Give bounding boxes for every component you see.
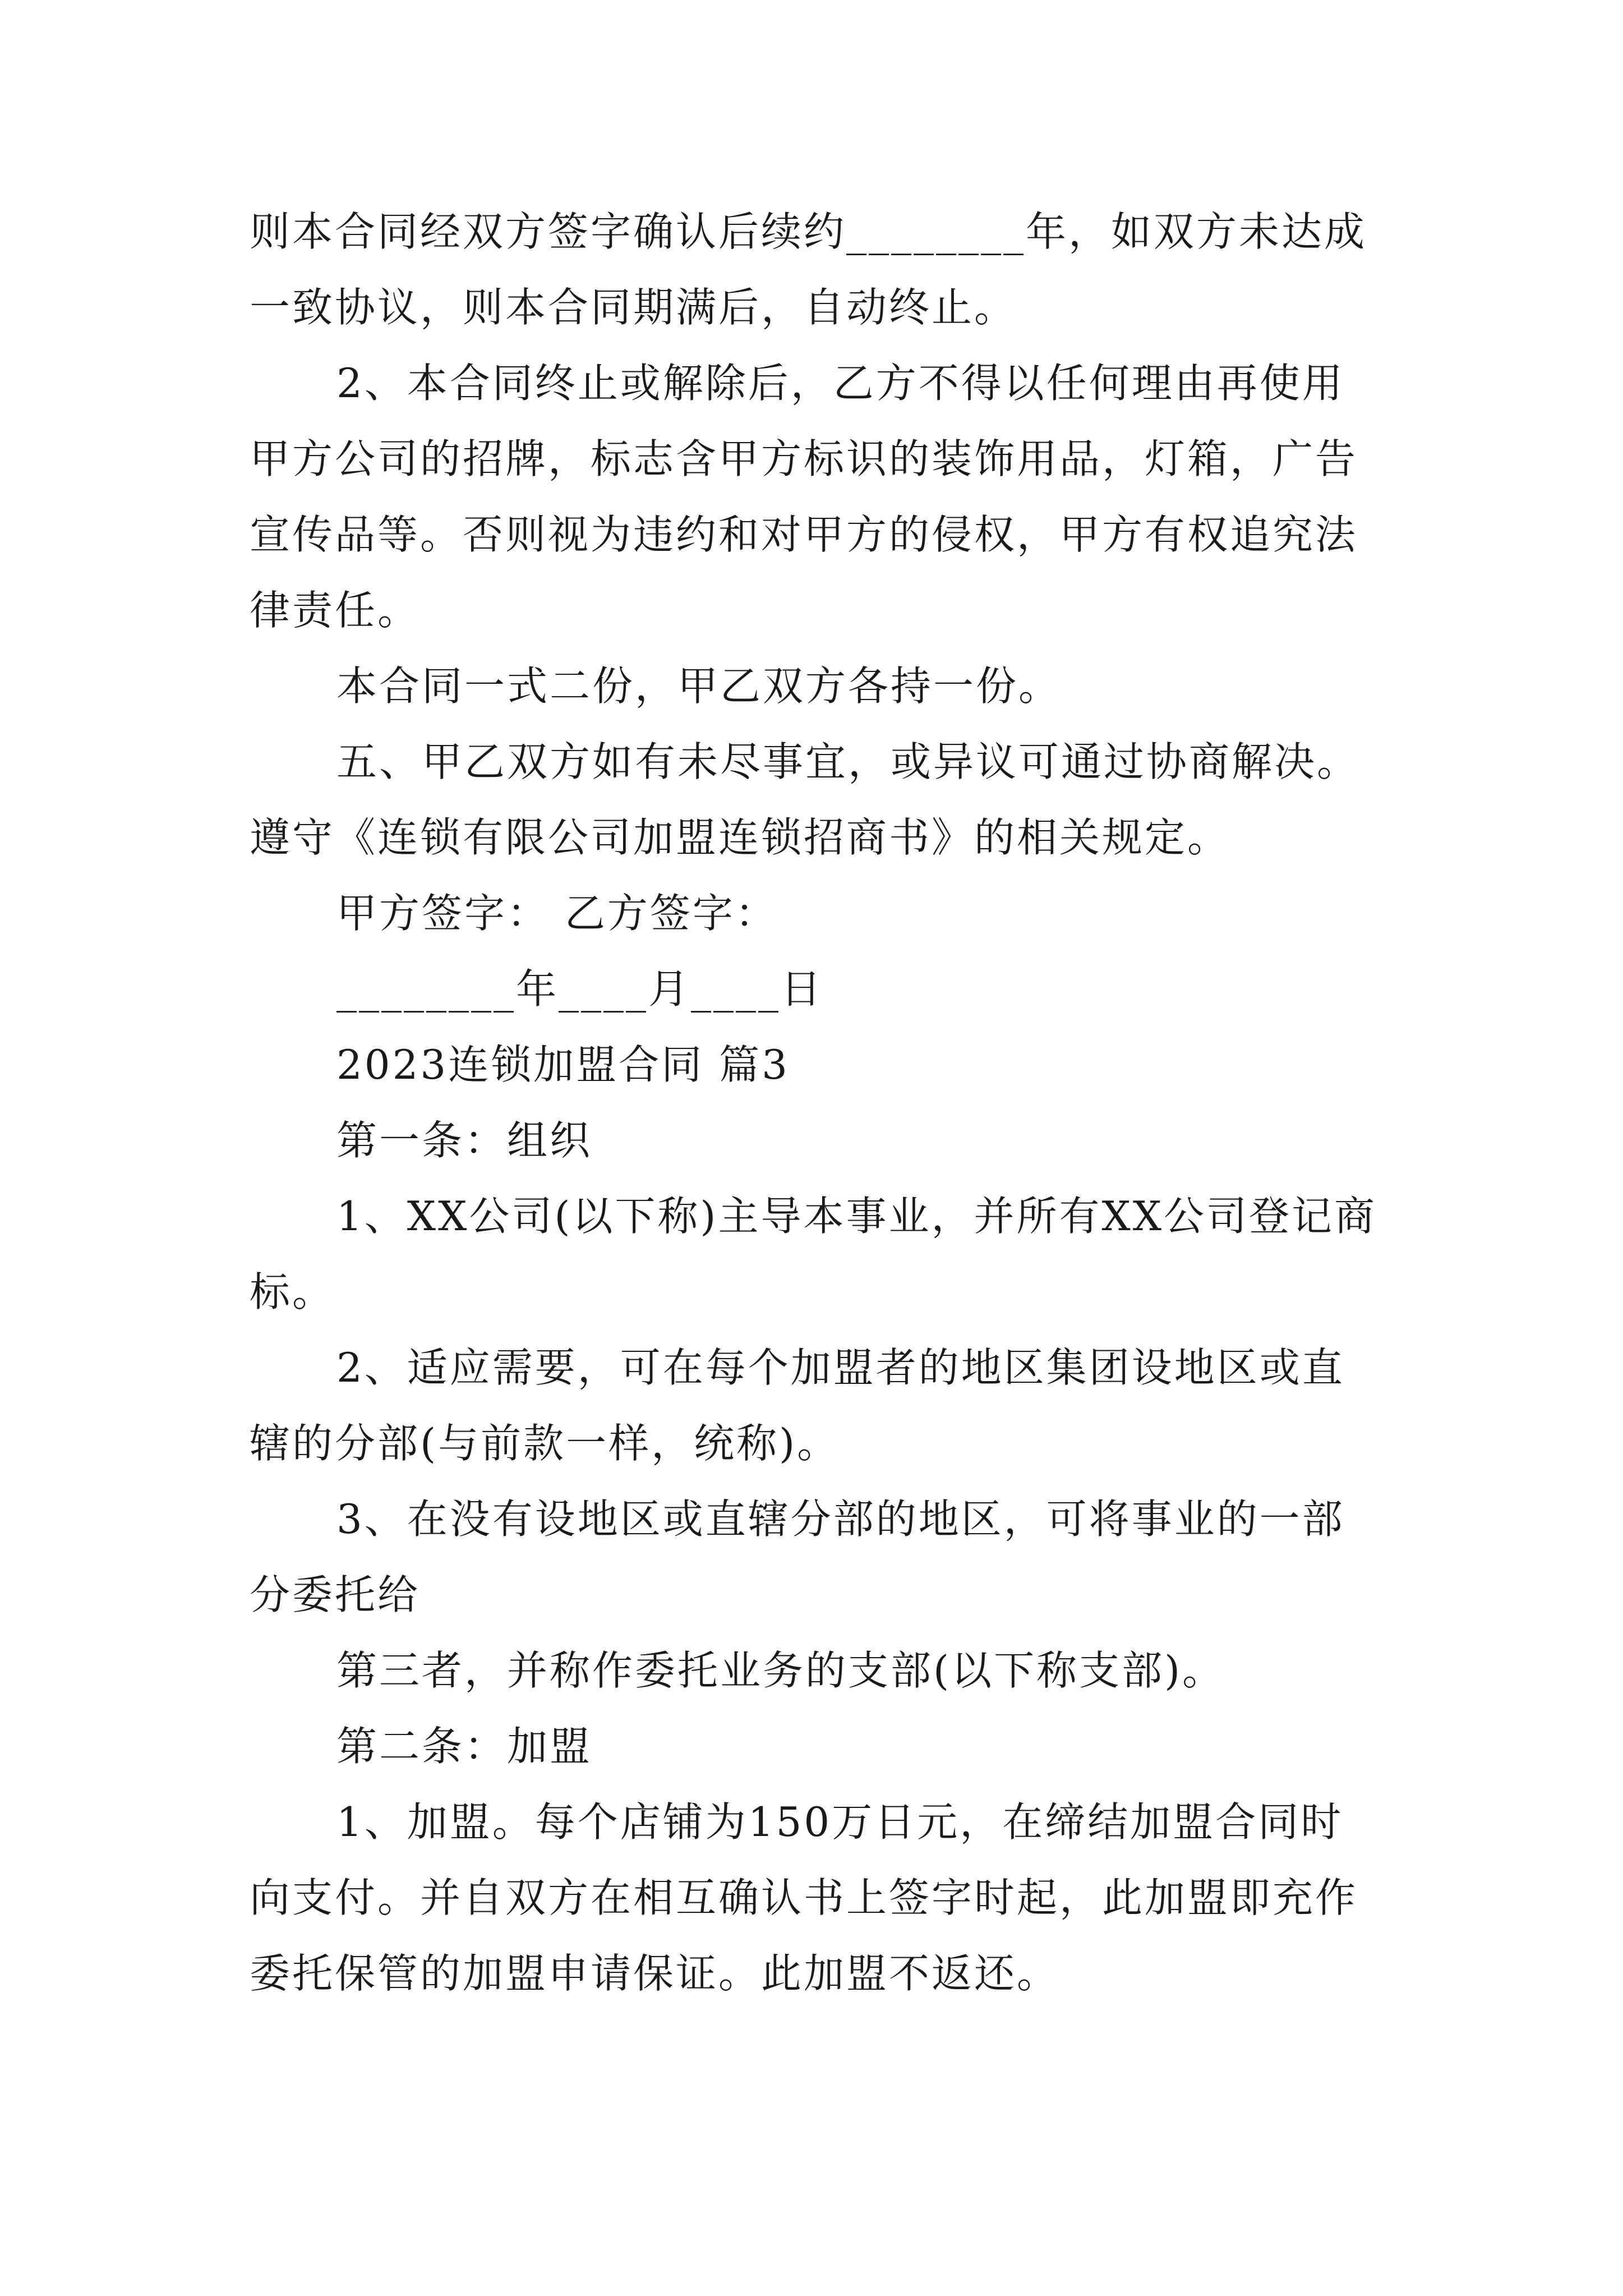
paragraph-line: 五、甲乙双方如有未尽事宜，或异议可通过协商解决。	[336, 738, 1360, 785]
paragraph-line: 遵守《连锁有限公司加盟连锁招商书》的相关规定。	[250, 814, 1230, 861]
section-title: 2023连锁加盟合同 篇3	[336, 1041, 790, 1088]
paragraph-line: 3、在没有设地区或直辖分部的地区，可将事业的一部	[336, 1496, 1345, 1543]
paragraph-line: 辖的分部(与前款一样，统称)。	[250, 1420, 840, 1467]
paragraph-line: 分委托给	[250, 1571, 421, 1618]
paragraph-line: 一致协议，则本合同期满后，自动终止。	[250, 284, 1017, 331]
paragraph-line: 1、XX公司(以下称)主导本事业，并所有XX公司登记商	[336, 1193, 1377, 1240]
paragraph-line: 则本合同经双方签字确认后续约________年，如双方未达成	[250, 208, 1367, 255]
article-heading: 第一条：组织	[336, 1117, 593, 1164]
paragraph-line: 甲方公司的招牌，标志含甲方标识的装饰用品，灯箱，广告	[250, 435, 1358, 482]
article-heading: 第二条：加盟	[336, 1723, 593, 1770]
paragraph-line: 委托保管的加盟申请保证。此加盟不返还。	[250, 1950, 1060, 1997]
paragraph-line: 1、加盟。每个店铺为150万日元，在缔结加盟合同时	[336, 1798, 1344, 1846]
paragraph-line: 2、适应需要，可在每个加盟者的地区集团设地区或直	[336, 1344, 1345, 1391]
paragraph-line: 宣传品等。否则视为违约和对甲方的侵权，甲方有权追究法	[250, 511, 1358, 558]
signature-line: 甲方签字： 乙方签字：	[336, 890, 778, 937]
paragraph-line: 标。	[250, 1268, 335, 1315]
paragraph-line: 律责任。	[250, 587, 421, 634]
paragraph-line: 2、本合同终止或解除后，乙方不得以任何理由再使用	[336, 360, 1345, 407]
paragraph-line: 向支付。并自双方在相互确认书上签字时起，此加盟即充作	[250, 1874, 1358, 1921]
paragraph-line: 第三者，并称作委托业务的支部(以下称支部)。	[336, 1647, 1225, 1694]
paragraph-line: 本合同一式二份，甲乙双方各持一份。	[336, 662, 1062, 710]
date-line: ________年____月____日	[336, 965, 823, 1013]
